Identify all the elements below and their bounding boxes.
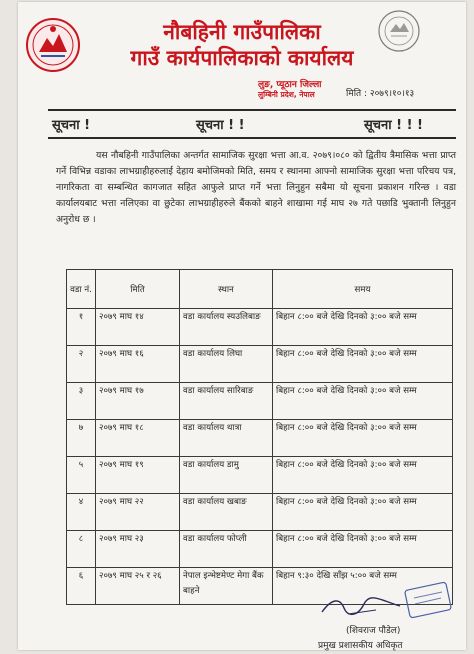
cell-date: २०७९ माघ १८: [96, 420, 180, 457]
notice-label-2: सूचना ! !: [196, 118, 245, 133]
cell-date: २०७९ माघ २५ र २६: [96, 568, 180, 605]
cell-ward: ३: [67, 383, 96, 420]
signatory-name: (शिवराज पौडेल): [346, 626, 401, 636]
address-district: लुङ, प्यूठान जिल्ला: [258, 80, 322, 90]
cell-place: वडा कार्यालय लिघा: [180, 346, 273, 383]
cell-place: वडा कार्यालय फोप्ली: [180, 531, 273, 568]
cell-ward: १: [67, 309, 96, 346]
issue-date: मिति : २०७९।१०।१३: [346, 89, 415, 99]
cell-time: बिहान ९:३० देखि साँझ ५:०० बजे सम्म: [273, 568, 453, 605]
cell-time: बिहान ८:०० बजे देखि दिनको ३:०० बजे सम्म: [273, 457, 453, 494]
cell-date: २०७९ माघ २३: [96, 531, 180, 568]
header-date: मिति: [96, 270, 180, 309]
table-row: [67, 457, 453, 494]
cell-place: वडा कार्यालय डामु: [180, 457, 273, 494]
notice-document: [18, 2, 466, 650]
cell-time: बिहान ८:०० बजे देखि दिनको ३:०० बजे सम्म: [273, 383, 453, 420]
cell-ward: ६: [67, 568, 96, 605]
cell-place: नेपाल इन्भेष्टमेण्ट मेगा बैंक बाहने: [180, 568, 273, 605]
top-divider: [48, 109, 456, 111]
header-place: स्थान: [180, 270, 273, 309]
office-name: गाउँ कार्यपालिकाको कार्यालय: [130, 46, 354, 70]
cell-ward: ५: [67, 457, 96, 494]
cell-ward: ७: [67, 420, 96, 457]
cell-place: वडा कार्यालय खबाङ: [180, 494, 273, 531]
cell-ward: ८: [67, 531, 96, 568]
cell-ward: ४: [67, 494, 96, 531]
table-row: [67, 309, 453, 346]
bottom-divider: [48, 137, 456, 139]
cell-place: वडा कार्यालय थात्रा: [180, 420, 273, 457]
table-row: [67, 383, 453, 420]
cell-time: बिहान ८:०० बजे देखि दिनको ३:०० बजे सम्म: [273, 309, 453, 346]
cell-ward: २: [67, 346, 96, 383]
cell-date: २०७९ माघ १४: [96, 309, 180, 346]
schedule-table: [66, 269, 453, 605]
handwritten-signature: [318, 596, 404, 618]
cell-place: वडा कार्यालय स्यउलिबाङ: [180, 309, 273, 346]
letterhead: [18, 2, 466, 102]
header-time: समय: [273, 270, 453, 309]
notice-paragraph: यस नौबहिनी गाउँपालिका अन्तर्गत सामाजिक सुरक्षा भत्ता आ.व. २०७९।०८० को द्वितीय त्रैमासिक भत्ता प्राप्त गर्ने विभिन्न वडाका लाभग्राहीहरुलाई देहाय बमोजिमको मिति, समय र स्थानमा आफ्नो सामाजिक सुरक्षा भत्ता परिचय पत्र, नागरिकता वा सम्बन्धित कागजात सहित आफुले प्राप्त गर्ने भत्ता लिनुहुन सबैमा यो सूचना प्रकाशन गरिन्छ । वडा कार्यालयबाट भत्ता नलिएका वा छुटेका लाभग्राहीहरुले बैंकको बाहने शाखामा गई माघ २७ गते पछाडि भुक्तानी लिनुहुन अनुरोध छ ।: [56, 150, 456, 225]
address-province: लुम्बिनी प्रदेश, नेपाल: [258, 90, 315, 99]
cell-date: २०७९ माघ १६: [96, 346, 180, 383]
notice-label-1: सूचना !: [52, 118, 91, 133]
municipality-name: नौबहिनी गाउँपालिका: [163, 20, 321, 44]
cell-place: वडा कार्यालय सारिबाङ: [180, 383, 273, 420]
office-stamp-icon: [404, 580, 452, 620]
table-row: [67, 346, 453, 383]
cell-date: २०७९ माघ २२: [96, 494, 180, 531]
cell-time: बिहान ८:०० बजे देखि दिनको ३:०० बजे सम्म: [273, 420, 453, 457]
table-header-row: [67, 270, 453, 309]
signatory-title: प्रमुख प्रशासकीय अधिकृत: [318, 641, 403, 651]
cell-time: बिहान ८:०० बजे देखि दिनको ३:०० बजे सम्म: [273, 494, 453, 531]
table-row: [67, 494, 453, 531]
cell-date: २०७९ माघ १७: [96, 383, 180, 420]
office-seal-icon: [376, 8, 422, 54]
cell-date: २०७९ माघ १९: [96, 457, 180, 494]
cell-time: बिहान ८:०० बजे देखि दिनको ३:०० बजे सम्म: [273, 531, 453, 568]
cell-time: बिहान ८:०० बजे देखि दिनको ३:०० बजे सम्म: [273, 346, 453, 383]
table-row: [67, 420, 453, 457]
table-row: [67, 531, 453, 568]
header-ward: वडा नं.: [67, 270, 96, 309]
notice-label-3: सूचना ! ! !: [364, 118, 423, 133]
